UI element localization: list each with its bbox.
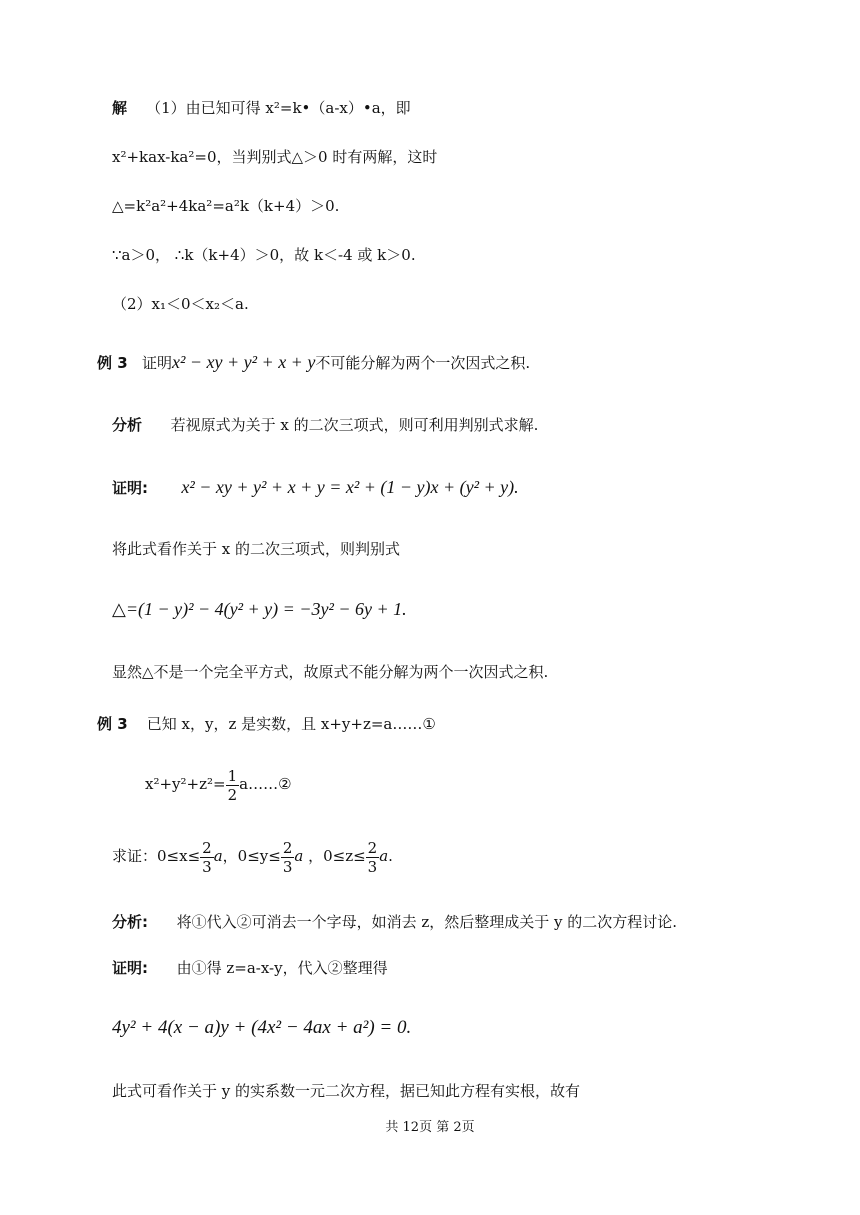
- discriminant-equation: [112, 599, 407, 620]
- discriminant-intro: 将此式看作关于 x 的二次三项式，则判别式: [112, 540, 400, 558]
- proof-label: 证明:: [112, 479, 148, 497]
- example-3b-statement: [97, 714, 436, 734]
- page-footer: 共 12页 第 2页: [385, 1120, 475, 1135]
- two-thirds-fraction-3: [366, 839, 380, 876]
- conclusion-line: 显然△不是一个完全平方式，故原式不能分解为两个一次因式之积.: [112, 663, 549, 681]
- denominator-2: 3: [282, 857, 293, 876]
- quadratic-equation: [112, 1018, 411, 1038]
- quadratic-expression: 4y² + 4(x − a)y + (4x² − 4ax + a²) = 0.: [112, 1017, 412, 1038]
- numerator-2: 2: [282, 838, 293, 857]
- requirement-line: [112, 838, 393, 876]
- example-3b-text: 已知 x，y，z 是实数，且 x+y+z=a……①: [146, 715, 436, 733]
- one-half-fraction: [226, 767, 240, 804]
- example-3-statement: [97, 352, 530, 373]
- analysis-label: 分析: [112, 416, 143, 434]
- condition-2-suffix: a……②: [239, 775, 292, 793]
- proof-label-2: 证明:: [112, 959, 148, 977]
- variable-a-1: a: [213, 847, 223, 865]
- two-thirds-fraction-2: [281, 839, 295, 876]
- condition-2-prefix: x²+y²+z²=: [145, 775, 226, 793]
- example-3-expression: x² − xy + y² + x + y: [172, 352, 316, 372]
- variable-a-3: a: [379, 847, 389, 865]
- requirement-z: ，0≤z≤: [303, 847, 366, 865]
- example-3-label: 例 3: [97, 354, 128, 372]
- solution-line-4: ∵a＞0， ∴k（k+4）＞0，故 k＜-4 或 k＞0.: [112, 246, 416, 264]
- solution-line-5: （2）x₁＜0＜x₂＜a.: [112, 295, 249, 313]
- fraction-numerator: 1: [227, 766, 238, 785]
- final-line: 此式可看作关于 y 的实系数一元二次方程，据已知此方程有实根，故有: [112, 1082, 581, 1100]
- discriminant-expression: △=(1 − y)² − 4(y² + y) = −3y² − 6y + 1.: [112, 599, 407, 619]
- example-3b-label: 例 3: [97, 715, 128, 733]
- example-3-prefix: 证明: [141, 354, 172, 372]
- fraction-denominator: 2: [227, 785, 238, 804]
- requirement-x: 0≤x≤: [157, 847, 201, 865]
- proof-equation: x² − xy + y² + x + y = x² + (1 − y)x + (y² + y).: [181, 477, 519, 497]
- example-3-suffix: 不可能分解为两个一次因式之积.: [315, 354, 531, 372]
- requirement-y: ，0≤y≤: [222, 847, 281, 865]
- solution-text-1: （1）由已知可得 x²=k•（a-x）•a，即: [146, 99, 411, 117]
- solution-label: 解: [112, 99, 128, 117]
- solution-line-3: △=k²a²+4ka²=a²k（k+4）＞0.: [112, 197, 340, 215]
- variable-a-2: a: [294, 847, 304, 865]
- analysis-text: 若视原式为关于 x 的二次三项式，则可利用判别式求解.: [170, 416, 539, 434]
- analysis-label-2: 分析:: [112, 913, 148, 931]
- solution-line-2: x²+kax-ka²=0，当判别式△＞0 时有两解，这时: [112, 148, 438, 166]
- denominator-1: 3: [202, 857, 212, 876]
- example-3b-condition-2: [145, 766, 292, 804]
- two-thirds-fraction-1: [200, 839, 214, 876]
- analysis-line-2: [112, 912, 677, 932]
- numerator-3: 2: [367, 838, 378, 857]
- solution-line-1: [112, 98, 411, 118]
- numerator-1: 2: [202, 838, 212, 857]
- proof-text-2: 由①得 z=a-x-y，代入②整理得: [176, 959, 388, 977]
- analysis-text-2: 将①代入②可消去一个字母，如消去 z，然后整理成关于 y 的二次方程讨论.: [176, 913, 678, 931]
- denominator-3: 3: [367, 857, 378, 876]
- analysis-line: [112, 415, 538, 435]
- requirement-label: 求证：: [112, 847, 158, 865]
- requirement-end: .: [388, 847, 393, 865]
- proof-line-2: [112, 958, 388, 978]
- proof-line: [112, 477, 519, 498]
